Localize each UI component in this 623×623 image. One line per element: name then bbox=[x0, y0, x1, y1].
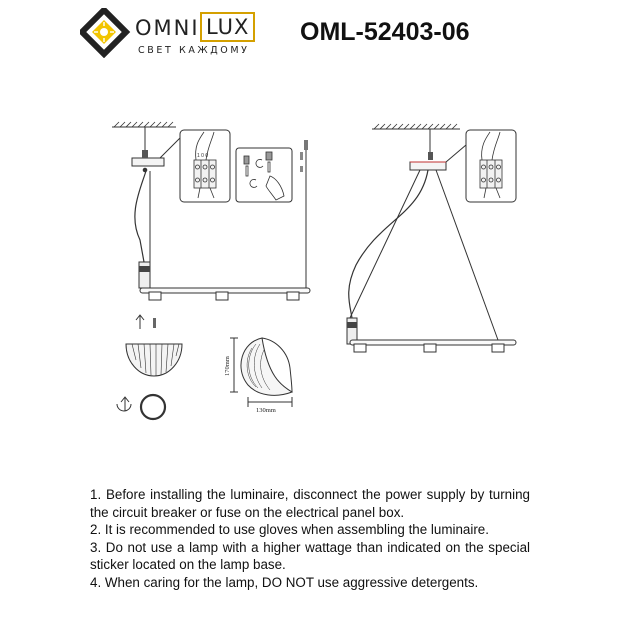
instruction-3: 3. Do not use a lamp with a higher wattage than indicated on the special sticker located on the lamp base. bbox=[90, 539, 530, 572]
brand-omni: OMNI bbox=[135, 16, 200, 40]
instruction-1: 1. Before installing the luminaire, disconnect the power supply by turning the circuit breaker or fuse on the electrical panel box. bbox=[90, 487, 530, 520]
side-view-diagram bbox=[112, 122, 310, 300]
height-dimension-label: 170mm bbox=[224, 356, 231, 376]
instruction-2: 2. It is recommended to use gloves when assembling the luminaire. bbox=[90, 522, 489, 537]
instruction-4: 4. When caring for the lamp, DO NOT use aggressive detergents. bbox=[90, 574, 479, 590]
brand-tagline: СВЕТ КАЖДОМУ bbox=[138, 45, 250, 56]
instructions-list bbox=[90, 486, 530, 591]
brand-lux: LUX bbox=[200, 12, 255, 42]
front-view-diagram bbox=[347, 124, 516, 352]
switch-label: 1 0 0 bbox=[197, 153, 209, 159]
model-number: OML-52403-06 bbox=[300, 18, 470, 46]
shade-detail-diagram bbox=[117, 315, 292, 419]
width-dimension-label: 130mm bbox=[256, 407, 276, 414]
